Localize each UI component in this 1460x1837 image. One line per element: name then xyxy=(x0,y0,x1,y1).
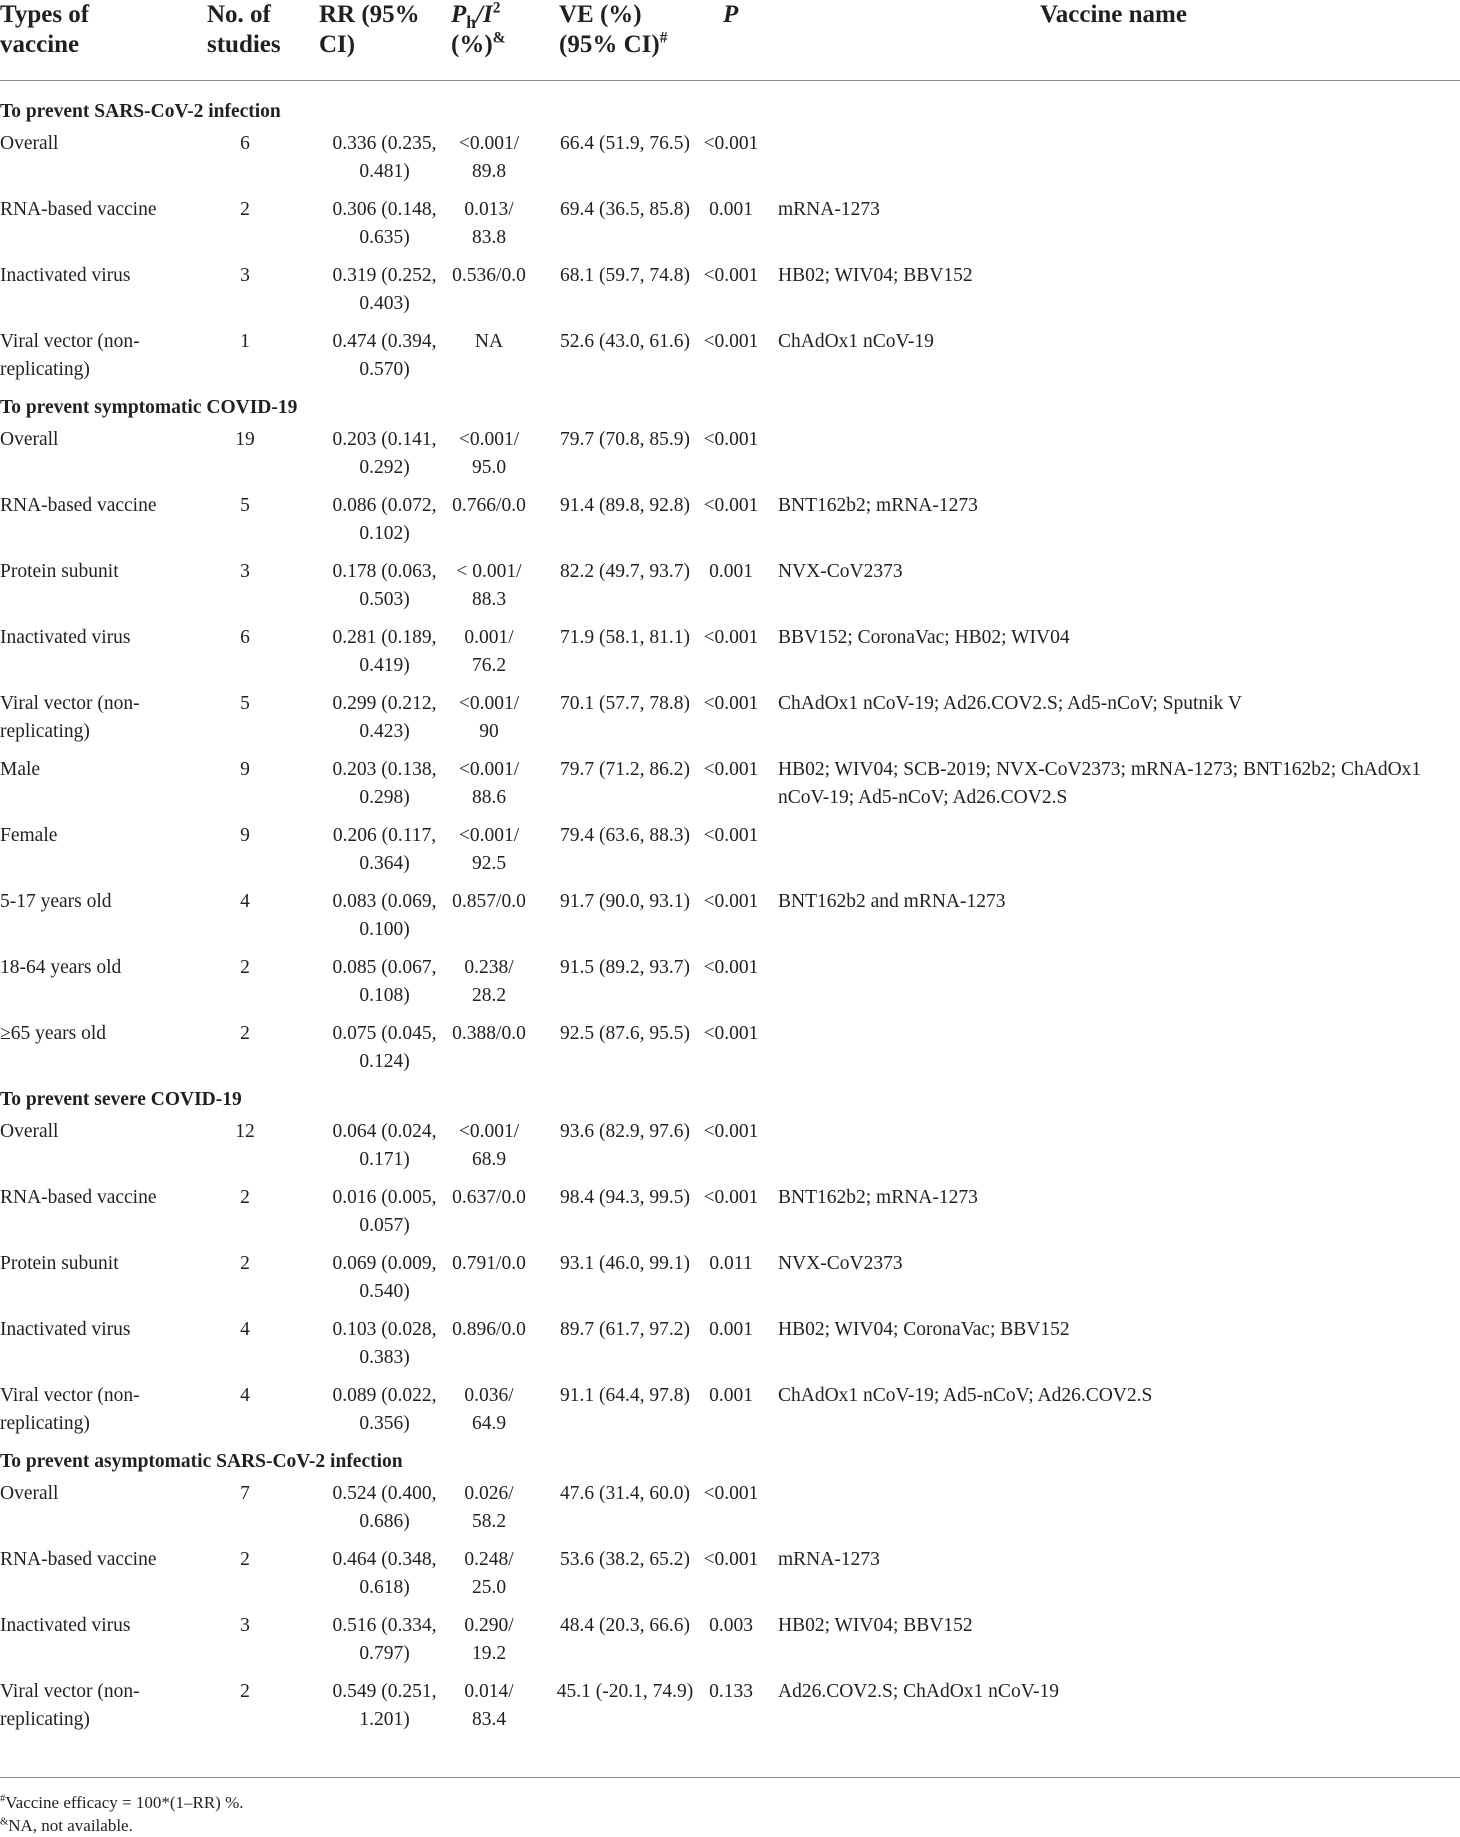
cell-no-studies: 2 xyxy=(240,199,250,220)
table-row xyxy=(0,1020,1460,1086)
cell-rr-ci: 0.085 (0.067, 0.108) xyxy=(332,957,437,1006)
cell-p-value: <0.001 xyxy=(703,825,759,846)
cell-vaccine-names: mRNA-1273 xyxy=(778,199,880,220)
table-row xyxy=(0,1678,1460,1744)
cell-ve-ci: 82.2 (49.7, 93.7) xyxy=(560,561,690,582)
cell-rr-ci: 0.281 (0.189, 0.419) xyxy=(332,627,437,676)
cell-ve-ci: 53.6 (38.2, 65.2) xyxy=(560,1549,690,1570)
cell-heterogeneity: <0.001/ 95.0 xyxy=(458,429,520,478)
cell-no-studies: 2 xyxy=(240,957,250,978)
table-row xyxy=(0,1250,1460,1316)
cell-vaccine-type: Viral vector (non-replicating) xyxy=(0,693,140,742)
cell-rr-ci: 0.089 (0.022, 0.356) xyxy=(332,1385,437,1434)
cell-vaccine-names: HB02; WIV04; BBV152 xyxy=(778,1615,973,1636)
cell-no-studies: 4 xyxy=(240,1319,250,1340)
cell-vaccine-type: Viral vector (non-replicating) xyxy=(0,1385,140,1434)
cell-ve-ci: 91.4 (89.8, 92.8) xyxy=(560,495,690,516)
cell-vaccine-type: 5-17 years old xyxy=(0,891,112,912)
cell-rr-ci: 0.075 (0.045, 0.124) xyxy=(332,1023,437,1072)
cell-no-studies: 2 xyxy=(240,1187,250,1208)
table-row xyxy=(0,492,1460,558)
cell-p-value: <0.001 xyxy=(703,693,759,714)
cell-heterogeneity: 0.014/ 83.4 xyxy=(464,1681,514,1730)
cell-no-studies: 3 xyxy=(240,265,250,286)
cell-no-studies: 7 xyxy=(240,1483,250,1504)
cell-no-studies: 2 xyxy=(240,1253,250,1274)
cell-rr-ci: 0.086 (0.072, 0.102) xyxy=(332,495,437,544)
cell-no-studies: 12 xyxy=(235,1121,255,1142)
cell-rr-ci: 0.516 (0.334, 0.797) xyxy=(332,1615,437,1664)
cell-p-value: <0.001 xyxy=(703,133,759,154)
cell-heterogeneity: 0.248/ 25.0 xyxy=(464,1549,514,1598)
cell-rr-ci: 0.464 (0.348, 0.618) xyxy=(332,1549,437,1598)
cell-vaccine-type: ≥65 years old xyxy=(0,1023,107,1044)
cell-no-studies: 19 xyxy=(235,429,255,450)
cell-p-value: 0.001 xyxy=(709,1385,753,1406)
cell-vaccine-type: Overall xyxy=(0,1483,59,1504)
cell-ve-ci: 91.7 (90.0, 93.1) xyxy=(560,891,690,912)
cell-no-studies: 4 xyxy=(240,891,250,912)
cell-no-studies: 9 xyxy=(240,759,250,780)
cell-vaccine-names: Ad26.COV2.S; ChAdOx1 nCoV-19 xyxy=(778,1681,1059,1702)
cell-rr-ci: 0.299 (0.212, 0.423) xyxy=(332,693,437,742)
cell-ve-ci: 89.7 (61.7, 97.2) xyxy=(560,1319,690,1340)
cell-vaccine-type: Female xyxy=(0,825,58,846)
cell-p-value: 0.001 xyxy=(709,1319,753,1340)
cell-no-studies: 6 xyxy=(240,627,250,648)
cell-heterogeneity: 0.290/ 19.2 xyxy=(464,1615,514,1664)
footnote-ve: #Vaccine efficacy = 100*(1–RR) %. xyxy=(0,1793,244,1812)
cell-rr-ci: 0.203 (0.138, 0.298) xyxy=(332,759,437,808)
table-header xyxy=(0,0,1460,82)
cell-heterogeneity: < 0.001/ 88.3 xyxy=(456,561,522,610)
cell-heterogeneity: 0.637/0.0 xyxy=(452,1187,526,1208)
cell-no-studies: 1 xyxy=(240,331,250,352)
table-row xyxy=(0,426,1460,492)
cell-vaccine-type: Viral vector (non-replicating) xyxy=(0,331,140,380)
table-row xyxy=(0,690,1460,756)
cell-rr-ci: 0.549 (0.251, 1.201) xyxy=(332,1681,437,1730)
cell-p-value: 0.003 xyxy=(709,1615,753,1636)
cell-rr-ci: 0.319 (0.252, 0.403) xyxy=(332,265,437,314)
cell-heterogeneity: 0.791/0.0 xyxy=(452,1253,526,1274)
section-title: To prevent symptomatic COVID-19 xyxy=(0,397,298,418)
cell-rr-ci: 0.524 (0.400, 0.686) xyxy=(332,1483,437,1532)
cell-rr-ci: 0.016 (0.005, 0.057) xyxy=(332,1187,437,1236)
header-rule xyxy=(0,80,1460,81)
cell-p-value: <0.001 xyxy=(703,627,759,648)
cell-heterogeneity: 0.896/0.0 xyxy=(452,1319,526,1340)
cell-no-studies: 5 xyxy=(240,693,250,714)
cell-vaccine-names: HB02; WIV04; CoronaVac; BBV152 xyxy=(778,1319,1070,1340)
cell-ve-ci: 79.7 (70.8, 85.9) xyxy=(560,429,690,450)
cell-ve-ci: 98.4 (94.3, 99.5) xyxy=(560,1187,690,1208)
cell-vaccine-type: RNA-based vaccine xyxy=(0,199,157,220)
table-row xyxy=(0,1184,1460,1250)
footnote-na: &NA, not available. xyxy=(0,1816,133,1835)
cell-heterogeneity: 0.536/0.0 xyxy=(452,265,526,286)
cell-p-value: <0.001 xyxy=(703,1187,759,1208)
cell-no-studies: 5 xyxy=(240,495,250,516)
cell-p-value: 0.133 xyxy=(709,1681,753,1702)
table-row xyxy=(0,262,1460,328)
header-no-of-studies: No. of studies xyxy=(207,1,281,58)
cell-p-value: <0.001 xyxy=(703,265,759,286)
cell-no-studies: 2 xyxy=(240,1023,250,1044)
section-title: To prevent SARS-CoV-2 infection xyxy=(0,101,281,122)
cell-vaccine-type: Protein subunit xyxy=(0,561,119,582)
header-vaccine-name: Vaccine name xyxy=(1040,1,1187,28)
header-p-value: P xyxy=(723,1,739,28)
cell-vaccine-type: 18-64 years old xyxy=(0,957,122,978)
cell-rr-ci: 0.474 (0.394, 0.570) xyxy=(332,331,437,380)
cell-heterogeneity: <0.001/ 92.5 xyxy=(458,825,520,874)
cell-vaccine-type: Inactivated virus xyxy=(0,627,131,648)
cell-p-value: 0.011 xyxy=(709,1253,753,1274)
cell-vaccine-type: Inactivated virus xyxy=(0,265,131,286)
table-row xyxy=(0,196,1460,262)
cell-no-studies: 4 xyxy=(240,1385,250,1406)
cell-vaccine-names: ChAdOx1 nCoV-19; Ad26.COV2.S; Ad5-nCoV; Sputnik V xyxy=(778,693,1242,714)
cell-vaccine-type: RNA-based vaccine xyxy=(0,1187,157,1208)
table-row xyxy=(0,1382,1460,1448)
cell-rr-ci: 0.103 (0.028, 0.383) xyxy=(332,1319,437,1368)
header-rr-ci: RR (95% CI) xyxy=(319,1,420,58)
cell-vaccine-names: BNT162b2; mRNA-1273 xyxy=(778,1187,978,1208)
cell-rr-ci: 0.336 (0.235, 0.481) xyxy=(332,133,437,182)
cell-vaccine-type: RNA-based vaccine xyxy=(0,1549,157,1570)
cell-p-value: <0.001 xyxy=(703,331,759,352)
cell-heterogeneity: 0.001/ 76.2 xyxy=(464,627,514,676)
cell-no-studies: 2 xyxy=(240,1549,250,1570)
cell-vaccine-type: Overall xyxy=(0,133,59,154)
table-row xyxy=(0,1316,1460,1382)
cell-p-value: <0.001 xyxy=(703,957,759,978)
table-row xyxy=(0,822,1460,888)
cell-vaccine-type: Overall xyxy=(0,1121,59,1142)
cell-p-value: <0.001 xyxy=(703,1023,759,1044)
cell-no-studies: 9 xyxy=(240,825,250,846)
section-title: To prevent severe COVID-19 xyxy=(0,1089,242,1110)
cell-vaccine-names: BNT162b2 and mRNA-1273 xyxy=(778,891,1006,912)
cell-rr-ci: 0.206 (0.117, 0.364) xyxy=(332,825,437,874)
cell-ve-ci: 91.1 (64.4, 97.8) xyxy=(560,1385,690,1406)
cell-vaccine-type: Male xyxy=(0,759,41,780)
cell-heterogeneity: 0.036/ 64.9 xyxy=(464,1385,514,1434)
cell-ve-ci: 52.6 (43.0, 61.6) xyxy=(560,331,690,352)
cell-heterogeneity: 0.238/ 28.2 xyxy=(464,957,514,1006)
cell-no-studies: 3 xyxy=(240,1615,250,1636)
cell-ve-ci: 69.4 (36.5, 85.8) xyxy=(560,199,690,220)
cell-rr-ci: 0.083 (0.069, 0.100) xyxy=(332,891,437,940)
cell-p-value: <0.001 xyxy=(703,1483,759,1504)
cell-vaccine-names: HB02; WIV04; BBV152 xyxy=(778,265,973,286)
cell-ve-ci: 45.1 (-20.1, 74.9) xyxy=(556,1681,694,1702)
cell-heterogeneity: 0.388/0.0 xyxy=(452,1023,526,1044)
cell-p-value: <0.001 xyxy=(703,1121,759,1142)
cell-vaccine-names: ChAdOx1 nCoV-19 xyxy=(778,331,934,352)
cell-vaccine-names: BBV152; CoronaVac; HB02; WIV04 xyxy=(778,627,1070,648)
header-heterogeneity: $P_h/I^2$ (%)& xyxy=(451,0,506,58)
cell-heterogeneity: 0.013/ 83.8 xyxy=(464,199,514,248)
cell-vaccine-names: BNT162b2; mRNA-1273 xyxy=(778,495,978,516)
table-row xyxy=(0,328,1460,394)
table-row xyxy=(0,954,1460,1020)
cell-p-value: <0.001 xyxy=(703,495,759,516)
cell-p-value: 0.001 xyxy=(709,561,753,582)
cell-p-value: 0.001 xyxy=(709,199,753,220)
cell-vaccine-type: Overall xyxy=(0,429,59,450)
cell-ve-ci: 47.6 (31.4, 60.0) xyxy=(560,1483,690,1504)
cell-ve-ci: 71.9 (58.1, 81.1) xyxy=(560,627,690,648)
cell-rr-ci: 0.203 (0.141, 0.292) xyxy=(332,429,437,478)
cell-vaccine-type: RNA-based vaccine xyxy=(0,495,157,516)
table-row xyxy=(0,1612,1460,1678)
cell-vaccine-names: mRNA-1273 xyxy=(778,1549,880,1570)
cell-ve-ci: 91.5 (89.2, 93.7) xyxy=(560,957,690,978)
cell-ve-ci: 79.4 (63.6, 88.3) xyxy=(560,825,690,846)
header-types-of-vaccine: Types of vaccine xyxy=(0,1,90,58)
table-row xyxy=(0,1546,1460,1612)
cell-heterogeneity: 0.857/0.0 xyxy=(452,891,526,912)
cell-rr-ci: 0.178 (0.063, 0.503) xyxy=(332,561,437,610)
cell-heterogeneity: 0.026/ 58.2 xyxy=(464,1483,514,1532)
cell-ve-ci: 48.4 (20.3, 66.6) xyxy=(560,1615,690,1636)
cell-vaccine-type: Inactivated virus xyxy=(0,1319,131,1340)
cell-vaccine-names: ChAdOx1 nCoV-19; Ad5-nCoV; Ad26.COV2.S xyxy=(778,1385,1153,1406)
table-row xyxy=(0,558,1460,624)
table-row xyxy=(0,1480,1460,1546)
cell-ve-ci: 79.7 (71.2, 86.2) xyxy=(560,759,690,780)
section-title: To prevent asymptomatic SARS-CoV-2 infection xyxy=(0,1451,403,1472)
cell-p-value: <0.001 xyxy=(703,1549,759,1570)
cell-vaccine-type: Protein subunit xyxy=(0,1253,119,1274)
cell-vaccine-type: Viral vector (non-replicating) xyxy=(0,1681,140,1730)
cell-ve-ci: 68.1 (59.7, 74.8) xyxy=(560,265,690,286)
cell-heterogeneity: <0.001/ 68.9 xyxy=(458,1121,520,1170)
footer-rule xyxy=(0,1777,1460,1778)
cell-vaccine-names: NVX-CoV2373 xyxy=(778,561,903,582)
cell-no-studies: 3 xyxy=(240,561,250,582)
table-row xyxy=(0,888,1460,954)
header-ve-ci: VE (%) (95% CI)# xyxy=(559,1,668,58)
cell-ve-ci: 66.4 (51.9, 76.5) xyxy=(560,133,690,154)
cell-heterogeneity: <0.001/ 89.8 xyxy=(458,133,520,182)
cell-p-value: <0.001 xyxy=(703,891,759,912)
cell-ve-ci: 93.1 (46.0, 99.1) xyxy=(560,1253,690,1274)
cell-vaccine-type: Inactivated virus xyxy=(0,1615,131,1636)
cell-vaccine-names: NVX-CoV2373 xyxy=(778,1253,903,1274)
cell-ve-ci: 93.6 (82.9, 97.6) xyxy=(560,1121,690,1142)
table-row xyxy=(0,624,1460,690)
cell-rr-ci: 0.064 (0.024, 0.171) xyxy=(332,1121,437,1170)
cell-rr-ci: 0.306 (0.148, 0.635) xyxy=(332,199,437,248)
cell-ve-ci: 92.5 (87.6, 95.5) xyxy=(560,1023,690,1044)
cell-heterogeneity: <0.001/ 90 xyxy=(458,693,520,742)
table-row xyxy=(0,756,1460,822)
cell-no-studies: 6 xyxy=(240,133,250,154)
cell-ve-ci: 70.1 (57.7, 78.8) xyxy=(560,693,690,714)
cell-heterogeneity: <0.001/ 88.6 xyxy=(458,759,520,808)
cell-heterogeneity: 0.766/0.0 xyxy=(452,495,526,516)
cell-p-value: <0.001 xyxy=(703,429,759,450)
cell-p-value: <0.001 xyxy=(703,759,759,780)
cell-rr-ci: 0.069 (0.009, 0.540) xyxy=(332,1253,437,1302)
table-row xyxy=(0,1118,1460,1184)
table-row xyxy=(0,130,1460,196)
cell-no-studies: 2 xyxy=(240,1681,250,1702)
cell-vaccine-names: HB02; WIV04; SCB-2019; NVX-CoV2373; mRNA-1273; BNT162b2; ChAdOx1 nCoV-19; Ad5-nCoV; Ad26.COV2.S xyxy=(778,759,1422,808)
cell-heterogeneity: NA xyxy=(474,331,504,352)
